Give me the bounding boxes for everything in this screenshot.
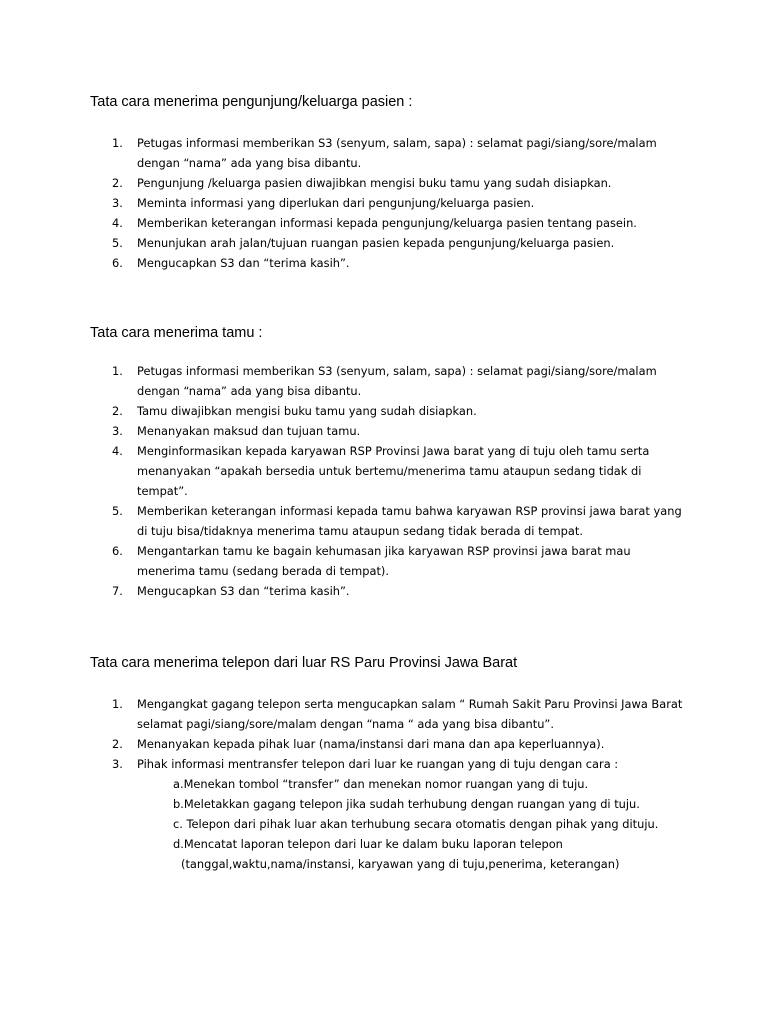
list-item-text: Petugas informasi memberikan S3 (senyum, salam, sapa) : selamat pagi/siang/sore/malam [137, 364, 657, 378]
sub-list-item [137, 834, 680, 874]
list-item-number: 3. [112, 424, 123, 438]
list-item-number: 2. [112, 176, 123, 190]
list-item [90, 694, 683, 734]
numbered-list [90, 133, 680, 273]
list-item-text: Menginformasikan kepada karyawan RSP Provinsi Jawa barat yang di tuju oleh tamu serta [137, 444, 650, 458]
list-item [90, 193, 680, 213]
list-item [90, 541, 680, 581]
list-item-text: menerima tamu (sedang berada di tempat). [137, 564, 389, 578]
list-item-text: Menanyakan kepada pihak luar (nama/instansi dari mana dan apa keperluannya). [137, 737, 605, 751]
list-item-number: 1. [112, 136, 123, 150]
numbered-list [90, 694, 683, 874]
list-item-text: Memberikan keterangan informasi kepada pengunjung/keluarga pasien tentang pasein. [137, 216, 637, 230]
list-item [90, 754, 680, 874]
list-item-text: Petugas informasi memberikan S3 (senyum, salam, sapa) : selamat pagi/siang/sore/malam [137, 136, 657, 150]
list-item-text: Mengucapkan S3 dan “terima kasih”. [137, 584, 350, 598]
section-heading: Tata cara menerima tamu : [90, 325, 263, 341]
list-item-text: tempat”. [137, 484, 188, 498]
list-item [90, 581, 680, 601]
sub-list-item [137, 794, 680, 814]
sub-list-item-text: c. Telepon dari pihak luar akan terhubung secara otomatis dengan pihak yang dituju. [173, 817, 659, 831]
list-item-number: 2. [112, 737, 123, 751]
list-item-text: menanyakan “apakah bersedia untuk bertemu/menerima tamu ataupun sedang tidak di [137, 464, 642, 478]
list-item-number: 5. [112, 236, 123, 250]
list-item-text: dengan “nama” ada yang bisa dibantu. [137, 156, 362, 170]
list-item [90, 361, 680, 401]
sub-list-item-text: (tanggal,waktu,nama/instansi, karyawan yang di tuju,penerima, keterangan) [181, 857, 620, 871]
list-item-number: 1. [112, 697, 123, 711]
list-item-number: 2. [112, 404, 123, 418]
list-item-number: 3. [112, 757, 123, 771]
list-item [90, 253, 680, 273]
list-item [90, 734, 680, 754]
list-item-text: Meminta informasi yang diperlukan dari pengunjung/keluarga pasien. [137, 196, 535, 210]
list-item-text: Menanyakan maksud dan tujuan tamu. [137, 424, 361, 438]
sub-list-item [137, 774, 680, 794]
sub-list [137, 774, 680, 874]
list-item [90, 233, 680, 253]
list-item [90, 133, 680, 173]
list-item-text: Mengucapkan S3 dan “terima kasih”. [137, 256, 350, 270]
list-item [90, 173, 680, 193]
list-item-text: Menunjukan arah jalan/tujuan ruangan pasien kepada pengunjung/keluarga pasien. [137, 236, 615, 250]
list-item-text: Mengantarkan tamu ke bagain kehumasan jika karyawan RSP provinsi jawa barat mau [137, 544, 631, 558]
sub-list-item [137, 814, 680, 834]
section-heading: Tata cara menerima pengunjung/keluarga pasien : [90, 94, 413, 110]
list-item-text: Memberikan keterangan informasi kepada tamu bahwa karyawan RSP provinsi jawa barat yang [137, 504, 682, 518]
sub-list-item-text: d.Mencatat laporan telepon dari luar ke dalam buku laporan telepon [173, 837, 563, 851]
list-item [90, 421, 680, 441]
list-item-text: dengan “nama” ada yang bisa dibantu. [137, 384, 362, 398]
list-item [90, 401, 680, 421]
list-item [90, 441, 680, 501]
list-item-number: 1. [112, 364, 123, 378]
list-item-text: Pihak informasi mentransfer telepon dari luar ke ruangan yang di tuju dengan cara : [137, 757, 619, 771]
list-item-text: Pengunjung /keluarga pasien diwajibkan mengisi buku tamu yang sudah disiapkan. [137, 176, 612, 190]
list-item [90, 213, 680, 233]
list-item [90, 501, 680, 541]
list-item-text: Mengangkat gagang telepon serta mengucapkan salam “ Rumah Sakit Paru Provinsi Jawa Barat [137, 697, 683, 711]
list-item-number: 4. [112, 444, 123, 458]
list-item-number: 5. [112, 504, 123, 518]
list-item-number: 6. [112, 256, 123, 270]
numbered-list [90, 361, 680, 601]
sub-list-item-text: b.Meletakkan gagang telepon jika sudah terhubung dengan ruangan yang di tuju. [173, 797, 640, 811]
sub-list-item-text: a.Menekan tombol “transfer” dan menekan nomor ruangan yang di tuju. [173, 777, 589, 791]
list-item-number: 7. [112, 584, 123, 598]
list-item-number: 3. [112, 196, 123, 210]
list-item-text: Tamu diwajibkan mengisi buku tamu yang sudah disiapkan. [137, 404, 477, 418]
list-item-number: 4. [112, 216, 123, 230]
list-item-number: 6. [112, 544, 123, 558]
list-item-text: di tuju bisa/tidaknya menerima tamu ataupun sedang tidak berada di tempat. [137, 524, 583, 538]
section-heading: Tata cara menerima telepon dari luar RS Paru Provinsi Jawa Barat [90, 655, 518, 671]
list-item-text: selamat pagi/siang/sore/malam dengan “nama “ ada yang bisa dibantu”. [137, 717, 554, 731]
